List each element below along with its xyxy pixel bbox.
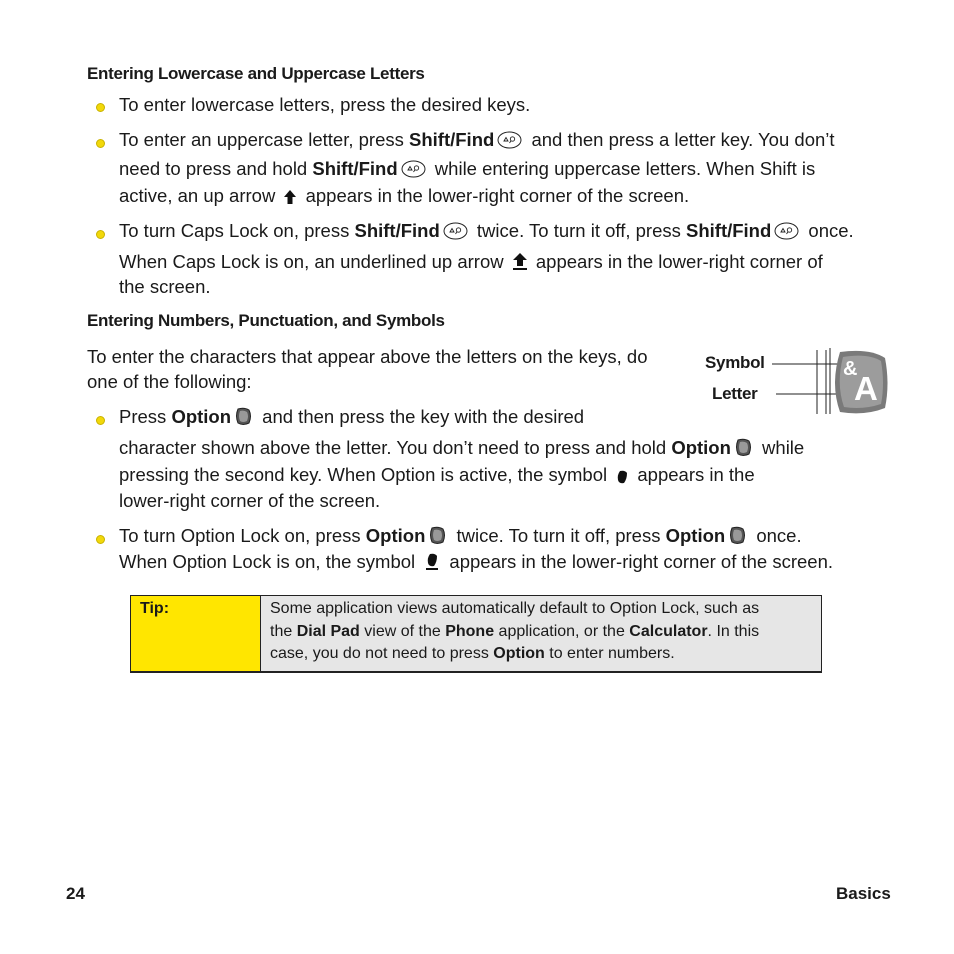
tip-line2: the Dial Pad view of the Phone application, or the Calculator. In this bbox=[270, 622, 760, 640]
up-arrow-icon bbox=[283, 189, 297, 206]
shift-find-key-icon bbox=[401, 160, 427, 179]
intro-line1: To enter the characters that appear above the letters on the keys, do bbox=[87, 346, 648, 367]
tip-box bbox=[130, 595, 822, 673]
bullet-text-uppercase-line1: To enter an uppercase letter, press Shift/Find and then press a letter key. You don’t bbox=[119, 129, 835, 150]
bullet bbox=[96, 103, 105, 112]
tip-line1: Some application views automatically default to Option Lock, such as bbox=[270, 600, 760, 617]
bullet-text-optionlock-line1: To turn Option Lock on, press Option twice. To turn it off, press Option once. bbox=[119, 525, 802, 546]
option-key-icon bbox=[428, 526, 448, 546]
bullet-text-option-line4: lower-right corner of the screen. bbox=[119, 490, 381, 511]
tip-body bbox=[261, 596, 821, 671]
shift-find-key-icon bbox=[443, 222, 469, 241]
bullet bbox=[96, 416, 105, 425]
bullet-text-option-line1: Press Option and then press the key with the desired bbox=[119, 406, 585, 427]
bullet-text-uppercase-line3: active, an up arrow appears in the lower-right corner of the screen. bbox=[119, 185, 690, 206]
heading-lowercase-uppercase: Entering Lowercase and Uppercase Letters bbox=[87, 64, 425, 83]
option-key-icon bbox=[734, 438, 754, 458]
bullet-text-capslock-line3: the screen. bbox=[119, 276, 211, 297]
bullet bbox=[96, 139, 105, 148]
option-key-icon bbox=[728, 526, 748, 546]
bullet-text-uppercase-line2: need to press and hold Shift/Find while entering uppercase letters. When Shift is bbox=[119, 158, 816, 179]
intro-line2: one of the following: bbox=[87, 371, 252, 392]
option-lock-icon bbox=[423, 552, 441, 572]
bullet-text-optionlock-line2: When Option Lock is on, the symbol appears in the lower-right corner of the screen. bbox=[119, 551, 833, 572]
underlined-up-arrow-icon bbox=[512, 252, 528, 272]
bullet bbox=[96, 535, 105, 544]
figure-letter-label: Letter bbox=[712, 384, 758, 403]
key-symbol-char: & bbox=[843, 358, 858, 380]
shift-find-key-icon bbox=[497, 131, 523, 150]
bullet-text-option-line3: pressing the second key. When Option is active, the symbol appears in the bbox=[119, 464, 755, 485]
tip-label: Tip: bbox=[131, 596, 261, 671]
option-key-icon bbox=[234, 407, 254, 427]
option-active-icon bbox=[615, 469, 629, 485]
bullet-text-option-line2: character shown above the letter. You don’t need to press and hold Option while bbox=[119, 437, 805, 458]
footer-section: Basics bbox=[836, 884, 891, 903]
figure-symbol-label: Symbol bbox=[705, 353, 765, 372]
tip-line3: case, you do not need to press Option to enter numbers. bbox=[270, 645, 675, 662]
page-number: 24 bbox=[66, 884, 85, 903]
heading-numbers-symbols: Entering Numbers, Punctuation, and Symbols bbox=[87, 311, 445, 330]
key-letter-char: A bbox=[854, 370, 878, 407]
bullet-text-capslock-line1: To turn Caps Lock on, press Shift/Find twice. To turn it off, press Shift/Find once. bbox=[119, 220, 854, 241]
bullet-text-capslock-line2: When Caps Lock is on, an underlined up arrow appears in the lower-right corner of bbox=[119, 251, 823, 272]
bullet-text-lowercase: To enter lowercase letters, press the desired keys. bbox=[119, 94, 531, 115]
key-figure bbox=[700, 344, 890, 419]
shift-find-key-icon bbox=[774, 222, 800, 241]
bullet bbox=[96, 230, 105, 239]
